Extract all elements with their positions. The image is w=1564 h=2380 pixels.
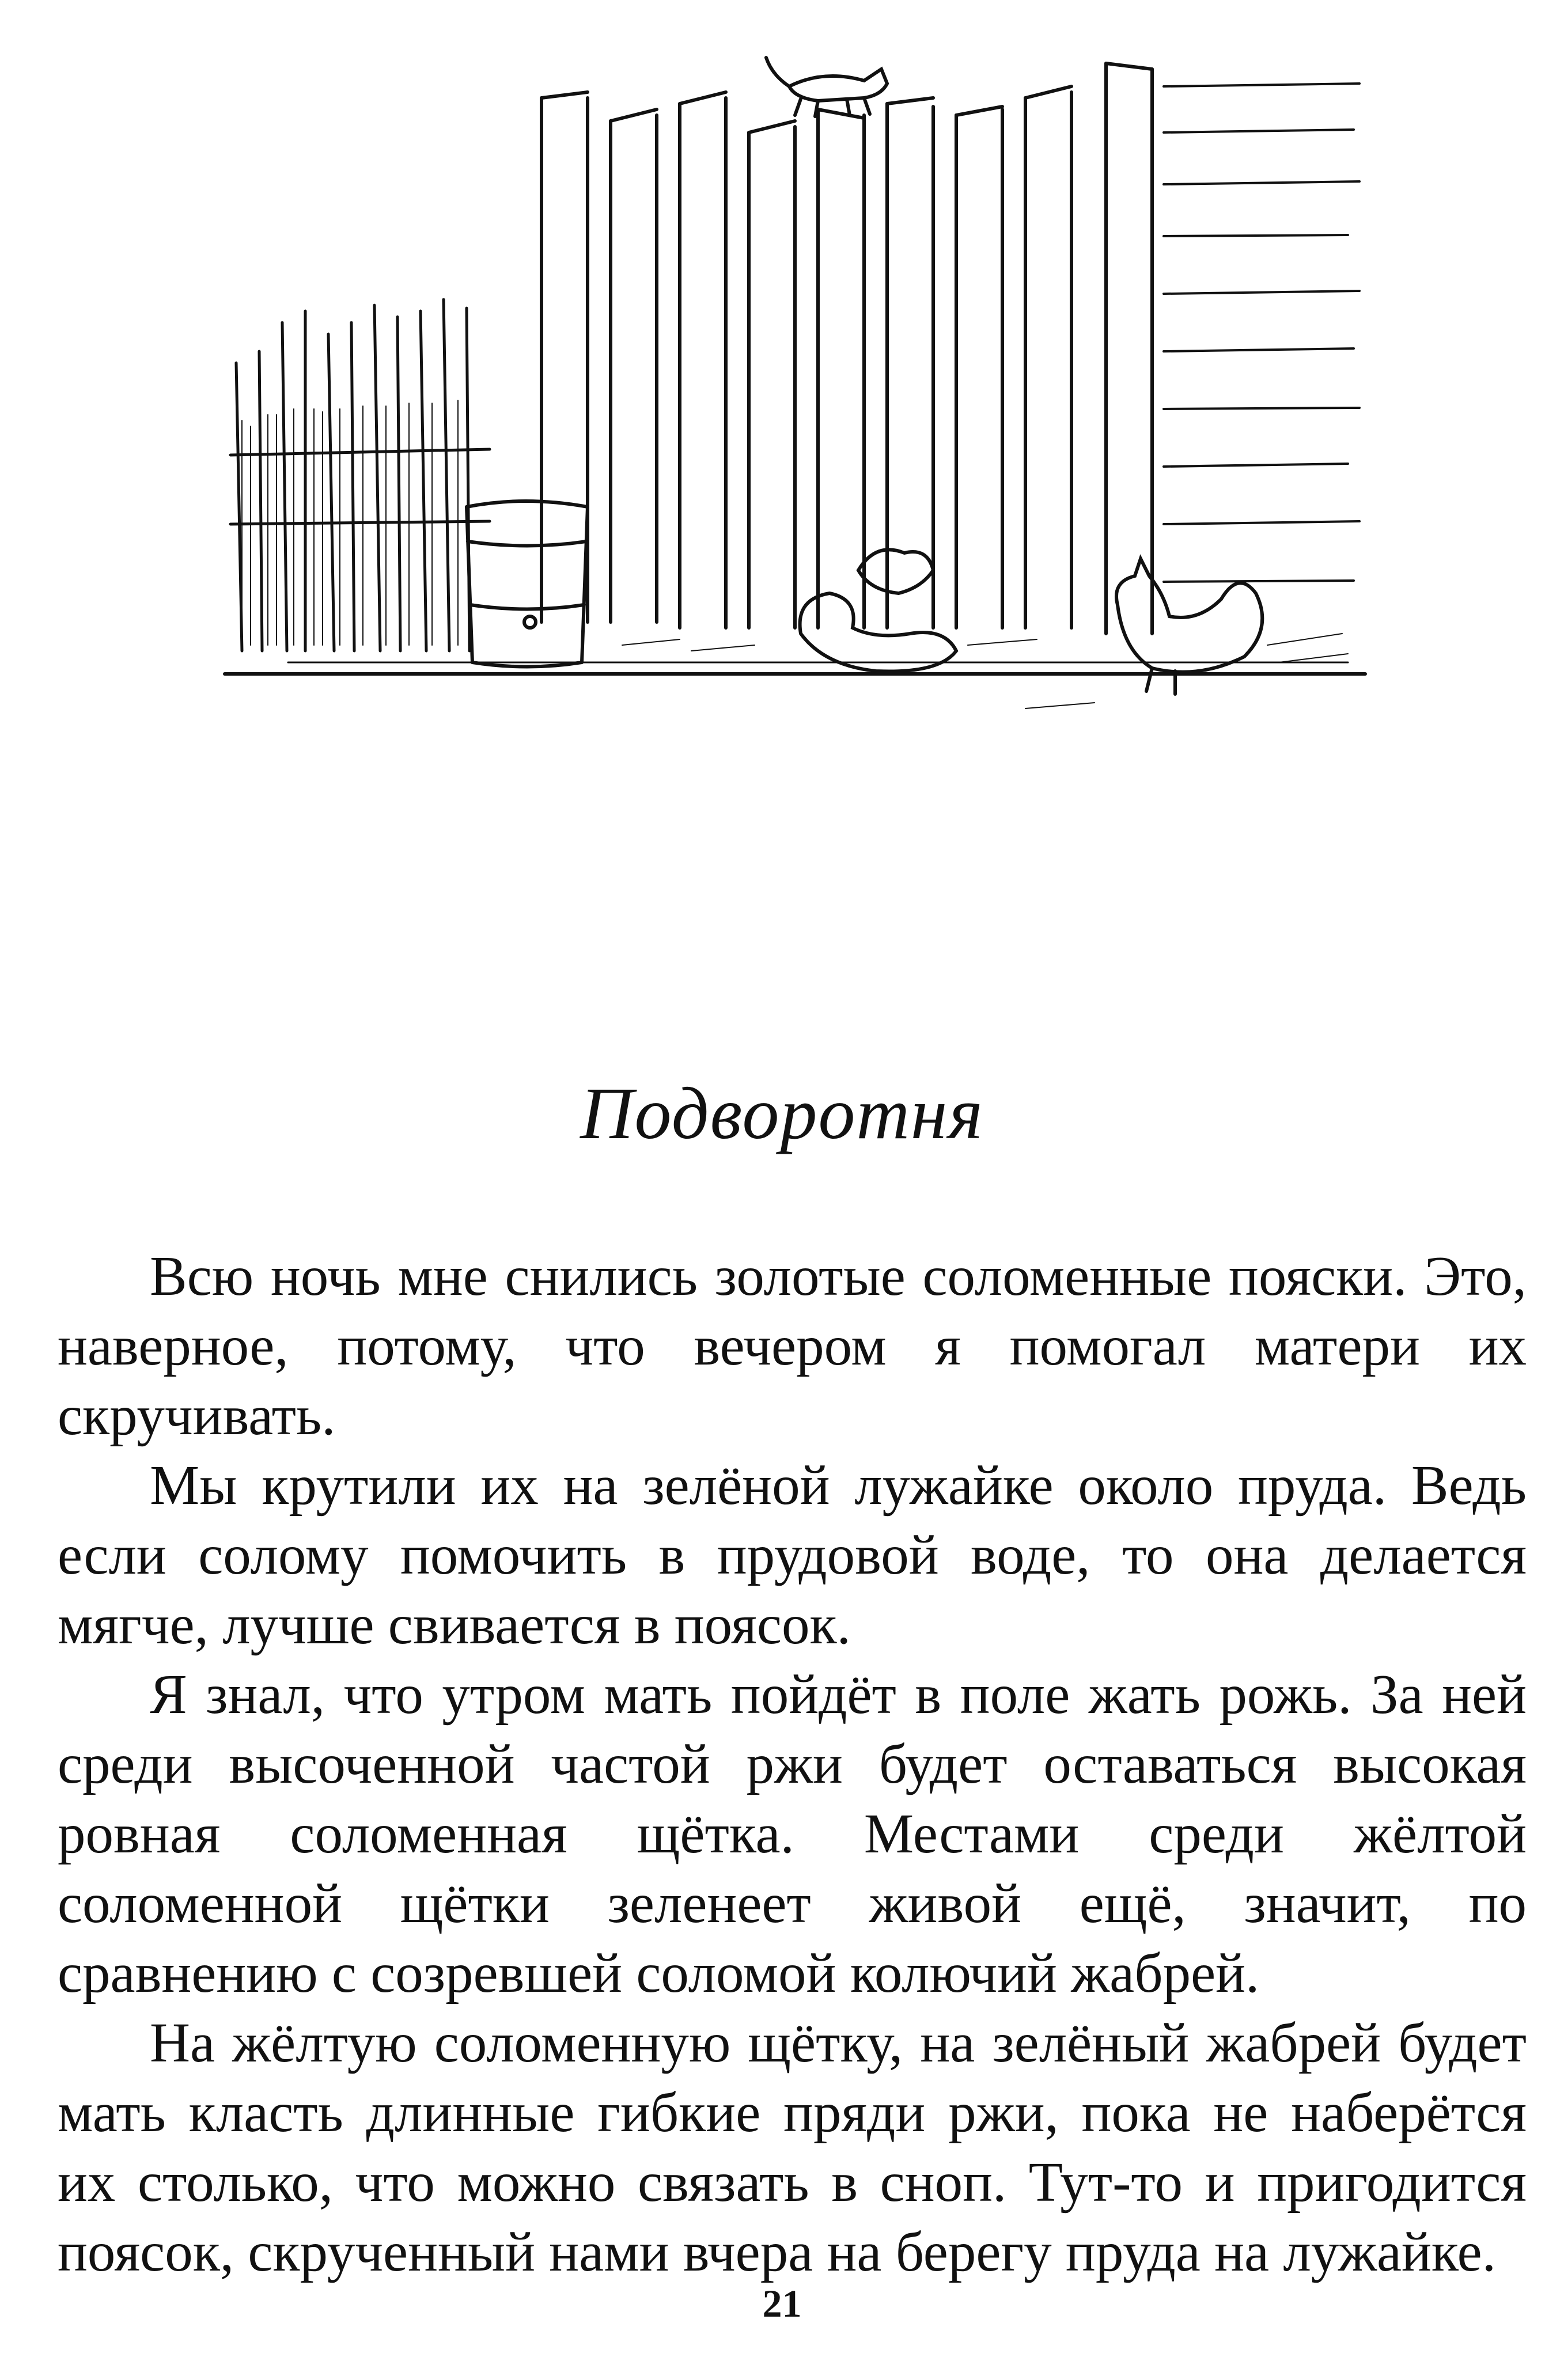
paragraph: На жёлтую соломенную щётку, на зелёный жабрей будет мать класть длинные гибкие пряди ржи, пока не наберётся их столько, что можно связать в сноп. Тут-то и пригодится поясок, скрученный нами вчера на берегу пруда на лужайке. — [58, 2012, 1527, 2283]
tall-boards — [541, 63, 1152, 634]
paragraph: Всю ночь мне снились золотые соломенные пояски. Это, наверное, потому, что вечером я помогал матери их скручивать. — [58, 1245, 1527, 1446]
barrel — [467, 501, 588, 667]
fence-illustration — [219, 52, 1371, 760]
page-number: 21 — [762, 2282, 802, 2325]
paragraph: Мы крутили их на зелёной лужайке около пруда. Ведь если солому помочить в прудовой воде, то она делается мягче, лучше свивается в поясок. — [58, 1454, 1527, 1655]
cat-icon — [766, 58, 887, 116]
body-text — [58, 1241, 1527, 2287]
ground-scribbles — [622, 634, 1348, 708]
paragraph: Я знал, что утром мать пойдёт в поле жать рожь. За ней среди высоченной частой ржи будет оставаться высокая ровная соломенная щётка. Местами среди жёлтой соломенной щётки зеленеет живой ещё, значит, по сравнению с созревшей соломой колючий жабрей. — [58, 1663, 1527, 2004]
left-pickets — [230, 300, 490, 651]
chapter-title: Подворотня — [580, 1072, 984, 1154]
right-wall-planks — [1164, 84, 1359, 582]
fence-lines — [225, 58, 1365, 708]
